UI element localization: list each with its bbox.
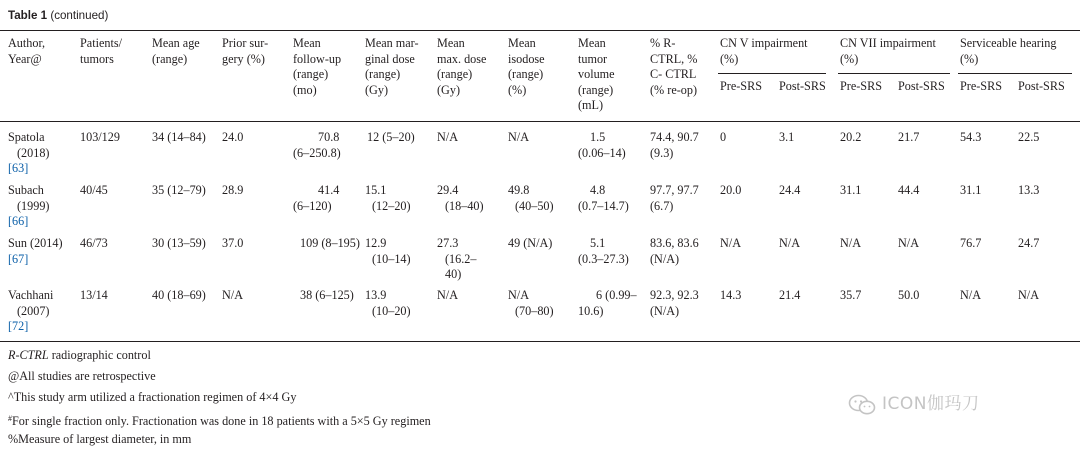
header-maxdose-line-4: (Gy): [437, 82, 461, 97]
header-isodose-line-3: (range): [508, 67, 544, 81]
reference-link[interactable]: [66]: [8, 214, 29, 228]
header-cn5-line-1: CN V impairment: [720, 36, 808, 50]
mean-age: 30 (13–59): [152, 236, 206, 250]
marginal-dose-range: (10–20): [372, 303, 411, 318]
hearing-post: 22.5: [1018, 130, 1040, 144]
cn5-pre: 20.0: [720, 183, 742, 197]
marginal-dose-value: 12 (5–20): [367, 130, 415, 144]
marginal-dose-range: (10–14): [372, 251, 411, 266]
followup-value: 109 (8–195): [300, 236, 360, 250]
header-rctrl-line-4: (% re-op): [650, 82, 698, 97]
tumor-volume-range: (0.7–14.7): [578, 198, 629, 213]
wechat-icon: [848, 394, 876, 416]
cn7-pre: 35.7: [840, 288, 862, 302]
table-header-rule: [0, 121, 1080, 122]
reference-link[interactable]: [67]: [8, 251, 29, 266]
cn7-post: 44.4: [898, 183, 920, 197]
footnote-rctrl: [8, 348, 151, 364]
isodose-value: 49 (N/A): [508, 236, 553, 250]
patients-tumors: 46/73: [80, 236, 108, 250]
hearing-pre: 54.3: [960, 130, 982, 144]
header-patients-line-1: Patients/: [80, 36, 122, 50]
header-marginal-line-2: ginal dose: [365, 51, 415, 66]
radiographic-control: 74.4, 90.7: [650, 130, 699, 144]
hearing-group-rule: [958, 73, 1072, 74]
header-marginal-line-1: Mean mar-: [365, 36, 419, 50]
header-tumorvol-line-5: (mL): [578, 98, 604, 112]
footnote-caret: ^This study arm utilized a fractionation regimen of 4×4 Gy: [8, 390, 297, 404]
author-name: Spatola: [8, 130, 45, 144]
header-tumorvol-line-2: tumor: [578, 51, 608, 66]
author-year: (2018): [17, 145, 50, 160]
header-maxdose-line-2: max. dose: [437, 51, 487, 66]
cn5-pre: N/A: [720, 236, 741, 250]
cn5-post: 21.4: [779, 288, 801, 302]
header-rctrl-line-2: CTRL, %: [650, 51, 698, 66]
prior-surgery: N/A: [222, 288, 243, 302]
cn7-pre: 20.2: [840, 130, 862, 144]
followup-value: 70.8: [318, 130, 340, 144]
watermark-text: ICON伽玛刀: [882, 394, 980, 415]
header-tumorvol-line-3: volume: [578, 67, 615, 81]
marginal-dose-value: 12.9: [365, 236, 387, 250]
author-name: Subach: [8, 183, 44, 197]
isodose-value: N/A: [508, 130, 529, 144]
header-surgery-line-1: Prior sur-: [222, 36, 269, 50]
tumor-volume-value: 5.1: [590, 236, 606, 250]
marginal-dose-value: 13.9: [365, 288, 387, 302]
patients-tumors: 103/129: [80, 130, 120, 144]
mean-age: 40 (18–69): [152, 288, 206, 302]
subheader-hearing-post: Post-SRS: [1018, 79, 1065, 93]
tumor-volume-value: 4.8: [590, 183, 606, 197]
footnote-hash-text: For single fraction only. Fractionation was done in 18 patients with a 5×5 Gy regimen: [12, 414, 431, 428]
mean-age: 34 (14–84): [152, 130, 206, 144]
header-hearing-line-1: Serviceable hearing: [960, 36, 1057, 50]
max-dose-range: (18–40): [445, 198, 484, 213]
marginal-dose-range: (12–20): [372, 198, 411, 213]
watermark: [848, 394, 979, 416]
header-isodose-line-1: Mean: [508, 36, 536, 50]
reference-link[interactable]: [63]: [8, 161, 29, 175]
reoperation: (N/A): [650, 251, 680, 266]
subheader-cn7-post: Post-SRS: [898, 79, 945, 93]
table-caption: [8, 8, 108, 24]
tumor-volume-range: (0.3–27.3): [578, 251, 629, 266]
subheader-cn5-pre: Pre-SRS: [720, 79, 762, 93]
cn7-post: N/A: [898, 236, 919, 250]
header-rctrl-line-1: % R-: [650, 36, 676, 50]
followup-value: 41.4: [318, 183, 340, 197]
cn7-pre: N/A: [840, 236, 861, 250]
footnote-at: @All studies are retrospective: [8, 369, 156, 383]
author-name: Sun (2014): [8, 236, 63, 250]
patients-tumors: 13/14: [80, 288, 108, 302]
header-tumorvol-line-1: Mean: [578, 36, 606, 50]
header-age-line-2: (range): [152, 51, 188, 66]
table-top-rule: [0, 30, 1080, 31]
footnote-percent: %Measure of largest diameter, in mm: [8, 432, 192, 446]
table-bottom-rule: [0, 341, 1080, 342]
tumor-volume-range: (0.06–14): [578, 145, 626, 160]
footnote-hash: [8, 411, 431, 430]
max-dose-value: 27.3: [437, 236, 459, 250]
author-year: (2007): [17, 303, 50, 318]
cn7-post: 50.0: [898, 288, 920, 302]
patients-tumors: 40/45: [80, 183, 108, 197]
prior-surgery: 37.0: [222, 236, 244, 250]
cn5-pre: 14.3: [720, 288, 742, 302]
radiographic-control: 97.7, 97.7: [650, 183, 699, 197]
footnote-hash-mark: #: [8, 414, 12, 423]
footnote-rctrl-abbr: R-CTRL: [8, 348, 49, 362]
header-patients-line-2: tumors: [80, 51, 114, 66]
cn5-group-rule: [718, 73, 826, 74]
cn5-pre: 0: [720, 130, 727, 144]
tumor-volume-value: 1.5: [590, 130, 606, 144]
marginal-dose-value: 15.1: [365, 183, 387, 197]
cn7-group-rule: [838, 73, 950, 74]
header-followup-line-1: Mean: [293, 36, 321, 50]
cn5-post: N/A: [779, 236, 800, 250]
isodose-value: 49.8: [508, 183, 530, 197]
author-name: Vachhani: [8, 288, 54, 302]
author-year: (1999): [17, 198, 50, 213]
mean-age: 35 (12–79): [152, 183, 206, 197]
hearing-post: 13.3: [1018, 183, 1040, 197]
header-cn5-line-2: (%): [720, 51, 739, 66]
max-dose-value: 29.4: [437, 183, 459, 197]
cn7-pre: 31.1: [840, 183, 862, 197]
header-surgery-line-2: gery (%): [222, 51, 265, 66]
tumor-volume-range: 10.6): [578, 303, 604, 318]
reoperation: (6.7): [650, 198, 674, 213]
header-cn7-line-1: CN VII impairment: [840, 36, 936, 50]
hearing-post: N/A: [1018, 288, 1039, 302]
header-maxdose-line-3: (range): [437, 67, 473, 81]
isodose-value: N/A: [508, 288, 529, 302]
followup-value: 38 (6–125): [300, 288, 354, 302]
header-rctrl-line-3: C- CTRL: [650, 67, 697, 81]
subheader-cn5-post: Post-SRS: [779, 79, 826, 93]
cn5-post: 3.1: [779, 130, 795, 144]
hearing-pre: 31.1: [960, 183, 982, 197]
reoperation: (N/A): [650, 303, 680, 318]
hearing-pre: 76.7: [960, 236, 982, 250]
followup-range: (6–250.8): [293, 145, 341, 160]
header-marginal-line-4: (Gy): [365, 82, 389, 97]
tumor-volume-value: 6 (0.99–: [596, 288, 637, 302]
header-hearing-line-2: (%): [960, 51, 979, 66]
reoperation: (9.3): [650, 145, 674, 160]
subheader-cn7-pre: Pre-SRS: [840, 79, 882, 93]
cn7-post: 21.7: [898, 130, 920, 144]
header-author-line-2: Year@: [8, 51, 42, 66]
footnote-rctrl-text: radiographic control: [51, 348, 151, 362]
subheader-hearing-pre: Pre-SRS: [960, 79, 1002, 93]
header-tumorvol-line-4: (range): [578, 82, 614, 97]
max-dose-range: (16.2–: [445, 251, 477, 266]
cn5-post: 24.4: [779, 183, 801, 197]
table-label: Table 1: [8, 9, 48, 22]
max-dose-range-cont: 40): [445, 267, 462, 281]
max-dose-value: N/A: [437, 130, 458, 144]
isodose-range: (40–50): [515, 198, 554, 213]
radiographic-control: 92.3, 92.3: [650, 288, 699, 302]
prior-surgery: 28.9: [222, 183, 244, 197]
max-dose-value: N/A: [437, 288, 458, 302]
header-isodose-line-2: isodose: [508, 51, 545, 66]
radiographic-control: 83.6, 83.6: [650, 236, 699, 250]
prior-surgery: 24.0: [222, 130, 244, 144]
header-isodose-line-4: (%): [508, 82, 527, 97]
reference-link[interactable]: [72]: [8, 319, 29, 333]
header-cn7-line-2: (%): [840, 51, 859, 66]
followup-range: (6–120): [293, 198, 332, 213]
header-followup-line-4: (mo): [293, 82, 317, 97]
header-maxdose-line-1: Mean: [437, 36, 465, 50]
hearing-post: 24.7: [1018, 236, 1040, 250]
table-caption-suffix: (continued): [50, 9, 109, 22]
hearing-pre: N/A: [960, 288, 981, 302]
header-age-line-1: Mean age: [152, 36, 200, 50]
isodose-range: (70–80): [515, 303, 554, 318]
header-marginal-line-3: (range): [365, 67, 401, 81]
header-followup-line-3: (range): [293, 67, 329, 81]
header-followup-line-2: follow-up: [293, 51, 342, 66]
header-author-line-1: Author,: [8, 36, 46, 50]
